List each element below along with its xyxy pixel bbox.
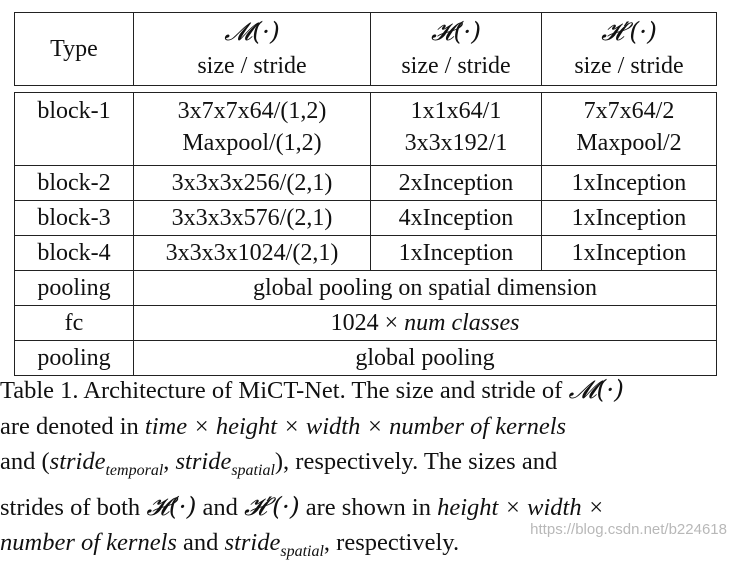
watermark: https://blog.csdn.net/b224618 [530,521,727,538]
table-row-span [15,271,717,306]
row-span-text [134,306,717,341]
header-h-symbol: 𝓗(·) [430,17,481,46]
caption-text: and ( [0,448,50,475]
caption-math: number of kernels [0,529,177,556]
caption-text: Table 1. Architecture of MiCT-Net. The size and stride of [0,377,569,404]
cell-line: Maxpool/(1,2) [182,130,322,156]
cell-line: 7x7x64/2 [583,98,675,124]
table-row [15,236,717,271]
row-m [134,93,371,166]
header-gap [15,86,717,93]
cell-line: 1x1x64/1 [410,98,502,124]
header-hprime-symbol: 𝓗′(·) [601,17,657,46]
row-h: 1xInception [371,236,542,271]
header-row [15,13,717,86]
table-row [15,166,717,201]
row-m: 3x3x3x1024/(2,1) [134,236,371,271]
caption-math: height × width × [437,493,605,521]
caption-subscript: spatial [280,543,324,560]
caption-text: , [163,448,176,475]
caption-line [0,444,739,489]
row-type: block-2 [15,166,134,201]
row-m: 3x3x3x256/(2,1) [134,166,371,201]
caption-subscript: spatial [231,462,275,479]
table-row [15,93,717,166]
caption-math: stride [49,448,106,475]
row-type: fc [15,306,134,341]
cell-line: 3x3x192/1 [404,130,508,156]
caption-math: stride [224,529,281,556]
caption-text: and [196,493,244,521]
caption-text: and [176,529,225,556]
row-h: 2xInception [371,166,542,201]
caption-text: strides of both [0,493,147,521]
fc-italic: num classes [404,310,520,336]
header-type: Type [15,13,134,86]
header-hprime-sub: size / stride [574,53,684,79]
row-type: block-4 [15,236,134,271]
caption-subscript: temporal [105,462,164,479]
row-hprime [542,93,717,166]
row-type: block-1 [15,93,134,166]
table-row [15,201,717,236]
cell-line: Maxpool/2 [576,130,682,156]
row-m: 3x3x3x576/(2,1) [134,201,371,236]
caption-line [0,372,739,409]
header-h-sub: size / stride [401,53,511,79]
table-row-span [15,341,717,376]
fc-num: 1024 × [330,310,399,336]
row-type: pooling [15,341,134,376]
caption-text: are shown in [299,493,438,521]
row-type: block-3 [15,201,134,236]
table-caption [0,372,739,570]
row-hprime: 1xInception [542,236,717,271]
table-row-span [15,306,717,341]
row-span-text: global pooling on spatial dimension [134,271,717,306]
header-m [134,13,371,86]
header-m-symbol: 𝓜(·) [224,17,280,46]
row-hprime: 1xInception [542,166,717,201]
architecture-table [14,12,717,376]
caption-text: , respectively. [323,529,460,556]
row-h: 4xInception [371,201,542,236]
caption-symbol: 𝓗(·) [146,491,197,521]
row-h [371,93,542,166]
caption-math: time × height × width × number of kernels [144,412,567,440]
caption-math: stride [175,448,232,475]
row-type: pooling [15,271,134,306]
header-m-sub: size / stride [197,53,307,79]
caption-line [0,489,739,526]
caption-line [0,409,739,445]
row-hprime: 1xInception [542,201,717,236]
header-hprime [542,13,717,86]
row-span-text: global pooling [134,341,717,376]
caption-symbol: 𝓜(·) [568,375,624,404]
caption-text: are denoted in [0,412,145,440]
caption-symbol: 𝓗′(·) [243,491,300,521]
caption-text: ), respectively. The sizes and [274,448,558,475]
cell-line: 3x7x7x64/(1,2) [177,98,327,124]
header-h [371,13,542,86]
